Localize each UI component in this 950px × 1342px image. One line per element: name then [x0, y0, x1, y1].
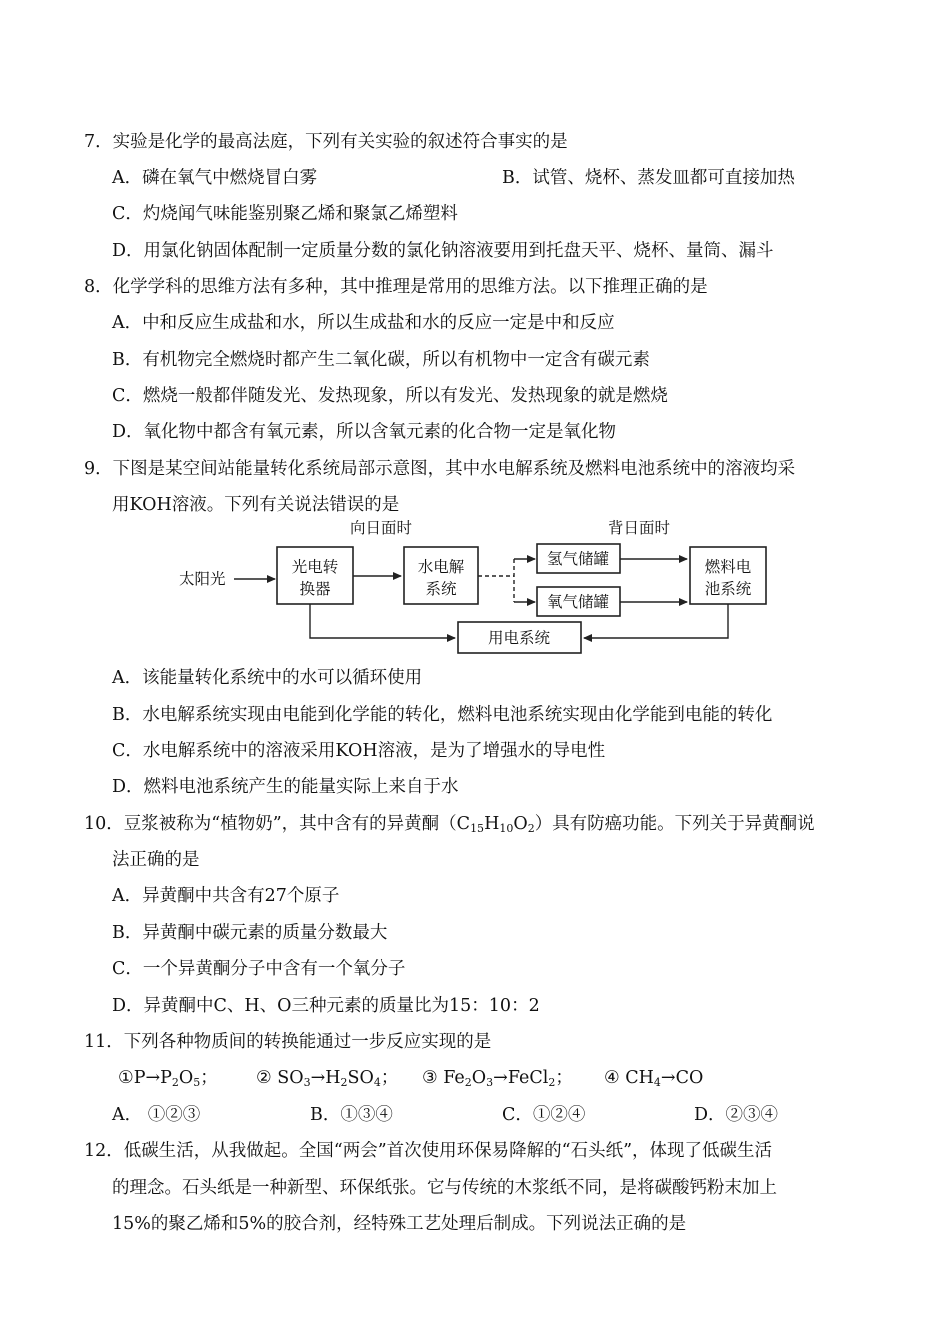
q8-stem: 8．化学学科的思维方法有多种，其中推理是常用的思维方法。以下推理正确的是 [84, 277, 708, 297]
q12-stem-line1: 12．低碳生活，从我做起。全国“两会”首次使用环保易降解的“石头纸”，体现了低碳生活 [84, 1141, 773, 1161]
q9-stem-line1: 9．下图是某空间站能量转化系统局部示意图，其中水电解系统及燃料电池系统中的溶液均采 [84, 459, 796, 479]
fuel-cell-label-2: 池系统 [704, 580, 752, 598]
q12-stem-line2: 的理念。石头纸是一种新型、环保纸张。它与传统的木浆纸不同，是将碳酸钙粉末加上 [112, 1178, 777, 1198]
q11-option-d: D．②③④ [694, 1105, 779, 1125]
q8-option-b: B．有机物完全燃烧时都产生二氧化碳，所以有机物中一定含有碳元素 [112, 350, 650, 370]
power-system-label: 用电系统 [487, 629, 551, 647]
q10-stem-line1 [84, 812, 815, 836]
q7-option-c: C．灼烧闻气味能鉴别聚乙烯和聚氯乙烯塑料 [112, 204, 458, 224]
q11-reaction-3: ③ $Fe_2O_3\to FeCl_2$； [422, 1068, 573, 1089]
q10-stem-pre: 10．豆浆被称为“植物奶”，其中含有的异黄酮（ [84, 814, 457, 834]
q9-option-c: C．水电解系统中的溶液采用KOH溶液，是为了增强水的导电性 [112, 741, 606, 761]
q7-option-a: A．磷在氧气中燃烧冒白雾 [112, 168, 318, 188]
q11-option-c: C．①②④ [502, 1105, 586, 1125]
electrolysis-label-2: 系统 [425, 580, 457, 598]
q11-option-a: A． ①②③ [112, 1105, 201, 1125]
hydrogen-tank-label: 氢气储罐 [546, 550, 610, 568]
electrolysis-label-1: 水电解 [417, 558, 465, 576]
q11-stem: 11．下列各种物质间的转换能通过一步反应实现的是 [84, 1032, 492, 1052]
q12-stem-line3: 15%的聚乙烯和5%的胶合剂，经特殊工艺处理后制成。下列说法正确的是 [112, 1214, 687, 1234]
q8-option-d: D．氧化物中都含有氧元素，所以含氧元素的化合物一定是氧化物 [112, 422, 617, 442]
q10-option-d: D．异黄酮中C、H、O三种元素的质量比为15：10：2 [112, 996, 540, 1016]
isoflavone-formula-rendered: $C_{15}H_{10}O_2$ [456, 814, 535, 835]
sunlight-label: 太阳光 [179, 570, 226, 588]
q11-reaction-4: ④ $CH_4\to CO$ [604, 1068, 704, 1089]
q8-option-a: A．中和反应生成盐和水，所以生成盐和水的反应一定是中和反应 [112, 313, 615, 333]
q8-option-c: C．燃烧一般都伴随发光、发热现象，所以有发光、发热现象的就是燃烧 [112, 386, 668, 406]
q10-option-b: B．异黄酮中碳元素的质量分数最大 [112, 923, 388, 943]
converter-label-2: 换器 [299, 580, 331, 598]
q10-stem-post: ）具有防癌功能。下列关于异黄酮说 [534, 814, 815, 834]
q10-stem-line2: 法正确的是 [112, 850, 200, 870]
q9-option-d: D．燃料电池系统产生的能量实际上来自于水 [112, 777, 459, 797]
energy-flow-diagram [176, 516, 786, 662]
q11-reaction-1: $①P\to P_2O_5$； [118, 1068, 218, 1089]
q7-option-d: D．用氯化钠固体配制一定质量分数的氯化钠溶液要用到托盘天平、烧杯、量筒、漏斗 [112, 241, 774, 261]
q7-option-b: B．试管、烧杯、蒸发皿都可直接加热 [502, 168, 795, 188]
converter-to-power-arrow [310, 604, 455, 638]
electrolysis-to-tanks-connector [478, 559, 514, 602]
oxygen-tank-label: 氧气储罐 [546, 593, 610, 611]
day-side-label: 向日面时 [349, 519, 413, 537]
q10-option-c: C．一个异黄酮分子中含有一个氧分子 [112, 959, 406, 979]
night-side-label: 背日面时 [607, 519, 671, 537]
q9-option-a: A．该能量转化系统中的水可以循环使用 [112, 668, 423, 688]
fuel-cell-label-1: 燃料电 [704, 558, 752, 576]
q11-option-b: B．①③④ [310, 1105, 393, 1125]
q9-option-b: B．水电解系统实现由电能到化学能的转化，燃料电池系统实现由化学能到电能的转化 [112, 705, 773, 725]
q9-stem-line2: 用KOH溶液。下列有关说法错误的是 [112, 495, 400, 515]
q7-stem: 7．实验是化学的最高法庭，下列有关实验的叙述符合事实的是 [84, 132, 568, 152]
q10-option-a: A．异黄酮中共含有27个原子 [112, 886, 340, 906]
q11-reaction-2: ② $SO_3\to H_2SO_4$； [256, 1068, 399, 1089]
converter-label-1: 光电转 [291, 558, 339, 576]
